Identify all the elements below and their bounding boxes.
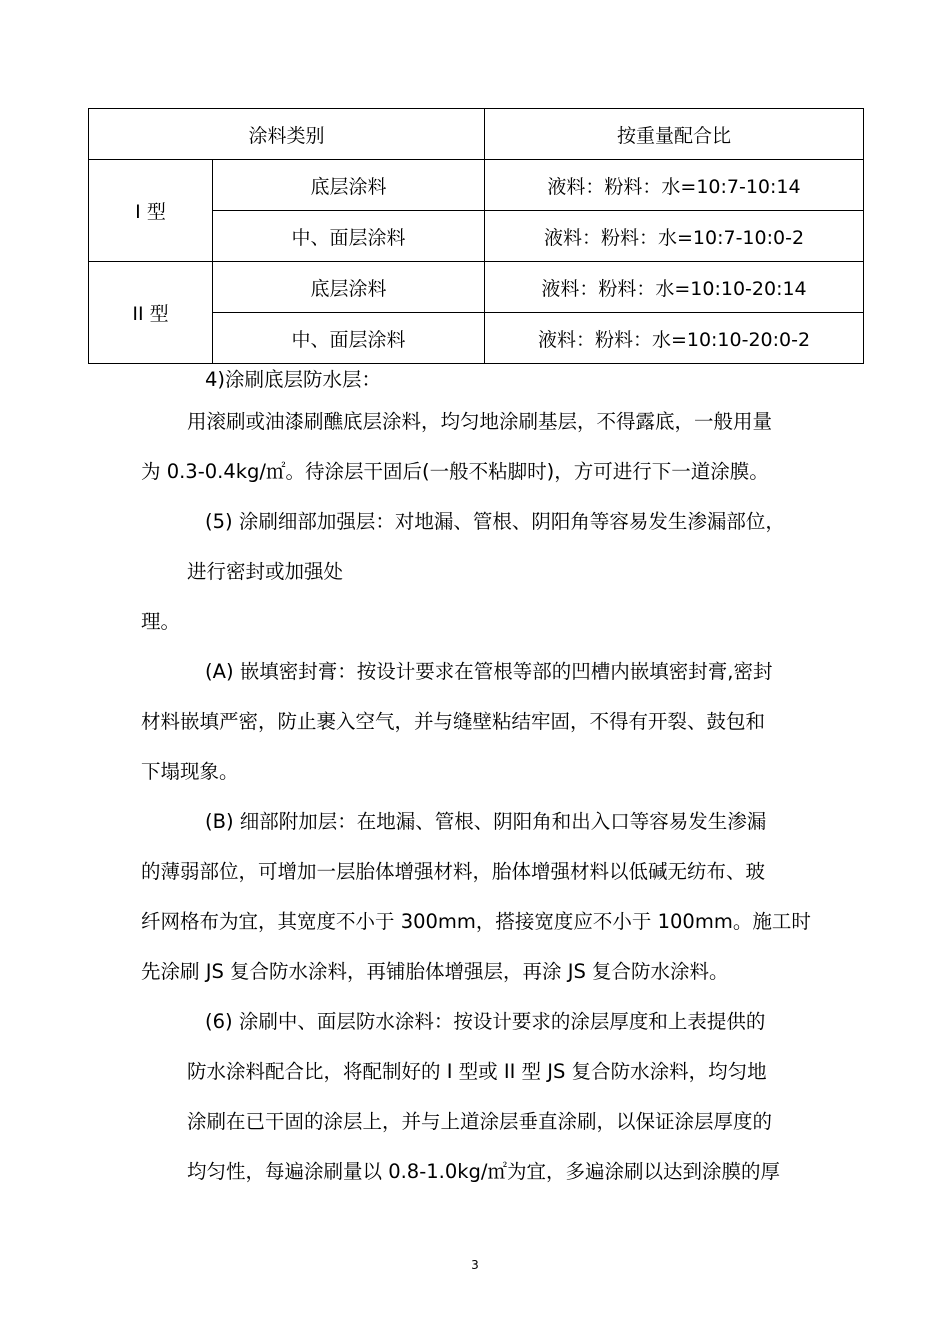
text-line: 理。: [141, 610, 181, 633]
header-ratio: 按重量配合比: [485, 109, 864, 160]
header-category: 涂料类别: [89, 109, 485, 160]
text-line: (6) 涂刷中、面层防水涂料：按设计要求的涂层厚度和上表提供的: [205, 1010, 766, 1033]
type-cell: II 型: [89, 262, 213, 364]
ratio-cell: 液料：粉料：水=10:10-20:0-2: [485, 313, 864, 364]
text-line: 材料嵌填严密，防止裹入空气，并与缝壁粘结牢固，不得有开裂、鼓包和: [141, 710, 766, 733]
text-line: 防水涂料配合比，将配制好的 I 型或 II 型 JS 复合防水涂料，均匀地: [187, 1060, 767, 1083]
text-line: 用滚刷或油漆刷醮底层涂料，均匀地涂刷基层，不得露底，一般用量: [187, 410, 773, 433]
text-line: 4)涂刷底层防水层：: [205, 368, 382, 391]
page-number: 3: [471, 1258, 479, 1272]
text-line: (5) 涂刷细部加强层：对地漏、管根、阴阳角等容易发生渗漏部位，: [205, 510, 785, 533]
text-line: 进行密封或加强处: [187, 560, 344, 583]
layer-cell: 底层涂料: [213, 160, 485, 211]
text-line: 纤网格布为宜，其宽度不小于 300mm，搭接宽度应不小于 100mm。施工时: [141, 910, 811, 933]
table-header-row: [89, 109, 864, 160]
text-line: (A) 嵌填密封膏：按设计要求在管根等部的凹槽内嵌填密封膏,密封: [205, 660, 773, 683]
layer-cell: 中、面层涂料: [213, 211, 485, 262]
ratio-cell: 液料：粉料：水=10:7-10:14: [485, 160, 864, 211]
text-line: 下塌现象。: [141, 760, 239, 783]
mix-ratio-table: [88, 108, 864, 364]
text-line: (B) 细部附加层：在地漏、管根、阴阳角和出入口等容易发生渗漏: [205, 810, 767, 833]
layer-cell: 底层涂料: [213, 262, 485, 313]
ratio-cell: 液料：粉料：水=10:7-10:0-2: [485, 211, 864, 262]
text-line: 的薄弱部位，可增加一层胎体增强材料，胎体增强材料以低碱无纺布、玻: [141, 860, 766, 883]
text-line: 均匀性，每遍涂刷量以 0.8-1.0kg/㎡为宜，多遍涂刷以达到涂膜的厚: [187, 1160, 780, 1183]
table-row: [89, 262, 864, 313]
text-line: 先涂刷 JS 复合防水涂料，再铺胎体增强层，再涂 JS 复合防水涂料。: [141, 960, 729, 983]
type-cell: I 型: [89, 160, 213, 262]
layer-cell: 中、面层涂料: [213, 313, 485, 364]
ratio-cell: 液料：粉料：水=10:10-20:14: [485, 262, 864, 313]
table-row: [89, 160, 864, 211]
text-line: 为 0.3-0.4kg/㎡。待涂层干固后(一般不粘脚时)，方可进行下一道涂膜。: [141, 460, 769, 483]
text-line: 涂刷在已干固的涂层上，并与上道涂层垂直涂刷，以保证涂层厚度的: [187, 1110, 773, 1133]
